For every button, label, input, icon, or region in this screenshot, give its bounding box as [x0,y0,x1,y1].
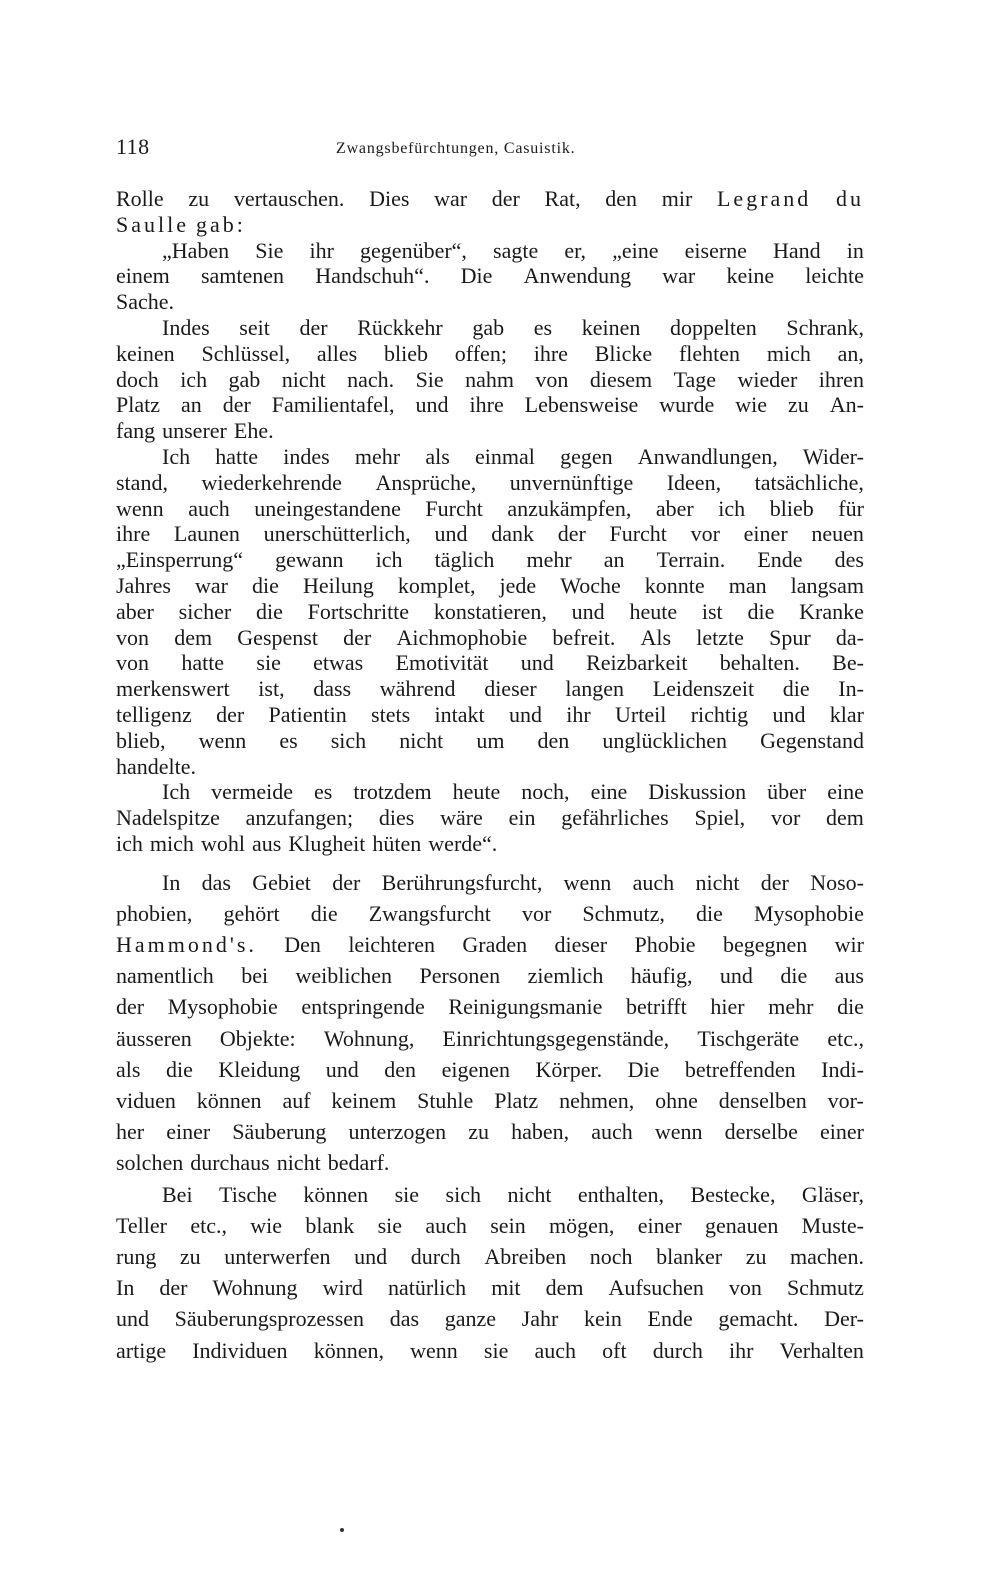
page-body [116,186,864,1366]
text-line: „Haben Sie ihr gegenüber“, sagte er, „eine eiserne Hand in [162,237,864,263]
text-line: solchen durchaus nicht bedarf. [116,1150,390,1176]
text-line: von hatte sie etwas Emotivität und Reizbarkeit behalten. Be- [116,650,864,676]
page-number: 118 [116,134,150,159]
text-line: Ich vermeide es trotzdem heute noch, eine Diskussion über eine [162,779,864,805]
text-line: Platz an der Familientafel, und ihre Lebensweise wurde wie zu An- [116,392,864,418]
text-line: als die Kleidung und den eigenen Körper. Die betreffenden Indi- [116,1056,864,1082]
text-line: Rolle zu vertauschen. Dies war der Rat, den mir Legrand du [116,186,864,211]
page-header [116,130,864,170]
case-quote-block [116,186,864,857]
text-line: von dem Gespenst der Aichmophobie befreit. Als letzte Spur da- [116,624,864,650]
text-line: ihre Launen unerschütterlich, und dank der Furcht vor einer neuen [116,521,864,547]
running-head: Zwangsbefürchtungen, Casuistik. [336,140,576,157]
text-line: namentlich bei weiblichen Personen ziemlich häufig, und die aus [116,963,864,989]
text-line: Hammond's. Den leichteren Graden dieser Phobie begegnen wir [116,932,864,958]
text-line: keinen Schlüssel, alles blieb offen; ihre Blicke flehten mich an, [116,340,864,366]
print-speck [340,1528,344,1532]
text-line: der Mysophobie entspringende Reinigungsmanie betrifft hier mehr die [116,994,864,1020]
text-line: Sache. [116,289,175,315]
text-line: einem samtenen Handschuh“. Die Anwendung war keine leichte [116,263,864,289]
text-line: In der Wohnung wird natürlich mit dem Aufsuchen von Schmutz [116,1275,864,1301]
text-line: Indes seit der Rückkehr gab es keinen doppelten Schrank, [162,314,864,340]
text-line: her einer Säuberung unterzogen zu haben, auch wenn derselbe einer [116,1119,864,1145]
text-line: stand, wiederkehrende Ansprüche, unvernünftige Ideen, tatsächliche, [116,469,864,495]
text-line: merkenswert ist, dass während dieser langen Leidenszeit die In- [116,676,864,702]
text-line: Teller etc., wie blank sie auch sein mögen, einer genauen Muste- [116,1212,864,1238]
text-line: rung zu unterwerfen und durch Abreiben noch blanker zu machen. [116,1243,864,1269]
text-line: artige Individuen können, wenn sie auch oft durch ihr Verhalten [116,1337,864,1363]
text-line: wenn auch uneingestandene Furcht anzukämpfen, aber ich blieb für [116,495,864,521]
text-line: telligenz der Patientin stets intakt und ihr Urteil richtig und klar [116,701,864,727]
text-line: aber sicher die Fortschritte konstatieren, und heute ist die Kranke [116,598,864,624]
text-line: Saulle gab: [116,211,246,237]
text-line: Bei Tische können sie sich nicht enthalten, Bestecke, Gläser, [162,1181,864,1207]
text-line: fang unserer Ehe. [116,418,274,444]
text-line: Ich hatte indes mehr als einmal gegen Anwandlungen, Wider- [162,443,864,469]
text-line: phobien, gehört die Zwangsfurcht vor Schmutz, die Mysophobie [116,900,864,926]
text-line: blieb, wenn es sich nicht um den unglücklichen Gegenstand [116,727,864,753]
text-line: viduen können auf keinem Stuhle Platz nehmen, ohne denselben vor- [116,1088,864,1114]
text-line: und Säuberungsprozessen das ganze Jahr kein Ende gemacht. Der- [116,1306,864,1332]
text-line: doch ich gab nicht nach. Sie nahm von diesem Tage wieder ihren [116,366,864,392]
text-line: „Einsperrung“ gewann ich täglich mehr an Terrain. Ende des [116,547,864,573]
text-line: ich mich wohl aus Klugheit hüten werde“. [116,830,498,856]
text-line: In das Gebiet der Berührungsfurcht, wenn auch nicht der Noso- [162,869,864,895]
text-line: äusseren Objekte: Wohnung, Einrichtungsgegenstände, Tischgeräte etc., [116,1025,864,1051]
text-line: handelte. [116,753,197,779]
text-line: Nadelspitze anzufangen; dies wäre ein gefährliches Spiel, vor dem [116,805,864,831]
text-line: Jahres war die Heilung komplet, jede Woche konnte man langsam [116,572,864,598]
mysophobie-section [116,867,864,1366]
